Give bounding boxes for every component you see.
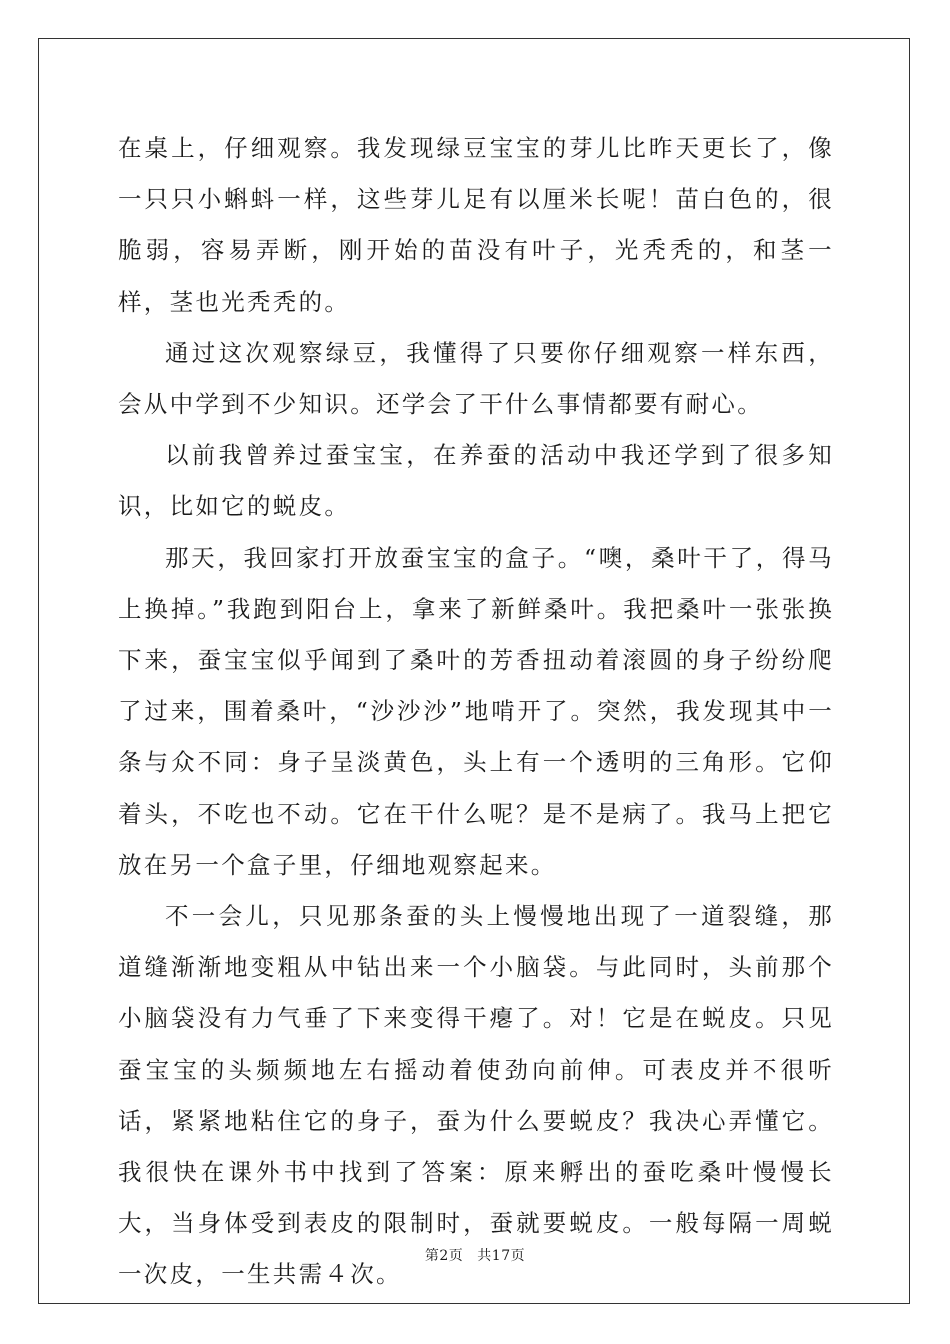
document-body	[118, 123, 834, 1301]
paragraph-1: 在桌上，仔细观察。我发现绿豆宝宝的芽儿比昨天更长了，像一只只小蝌蚪一样，这些芽儿足有以厘米长呢！苗白色的，很脆弱，容易弄断，刚开始的苗没有叶子，光秃秃的，和茎一样，茎也光秃秃的。	[118, 134, 834, 316]
paragraph-4: 那天，我回家打开放蚕宝宝的盒子。“噢，桑叶干了，得马上换掉。”我跑到阳台上，拿来了新鲜桑叶。我把桑叶一张张换下来，蚕宝宝似乎闻到了桑叶的芳香扭动着滚圆的身子纷纷爬了过来，围着桑叶，“沙沙沙”地啃开了。突然，我发现其中一条与众不同：身子呈淡黄色，头上有一个透明的三角形。它仰着头，不吃也不动。它在干什么呢？是不是病了。我马上把它放在另一个盒子里，仔细地观察起来。	[118, 543, 834, 879]
current-page-number: 第2页	[424, 1248, 464, 1264]
total-page-count: 共17页	[477, 1248, 526, 1264]
paragraph-3: 以前我曾养过蚕宝宝，在养蚕的活动中我还学到了很多知识，比如它的蜕皮。	[118, 441, 834, 521]
paragraph-5: 不一会儿，只见那条蚕的头上慢慢地出现了一道裂缝，那道缝渐渐地变粗从中钻出来一个小脑袋。与此同时，头前那个小脑袋没有力气垂了下来变得干瘪了。对！它是在蜕皮。只见蚕宝宝的头频频地左右摇动着使劲向前伸。可表皮并不很听话，紧紧地粘住它的身子，蚕为什么要蜕皮？我决心弄懂它。我很快在课外书中找到了答案：原来孵出的蚕吃桑叶慢慢长大，当身体受到表皮的限制时，蚕就要蜕皮。一般每隔一周蜕一次皮，一生共需４次。	[118, 902, 834, 1289]
paragraph-2: 通过这次观察绿豆，我懂得了只要你仔细观察一样东西，会从中学到不少知识。还学会了干什么事情都要有耐心。	[118, 338, 834, 419]
page-footer	[0, 1247, 950, 1265]
